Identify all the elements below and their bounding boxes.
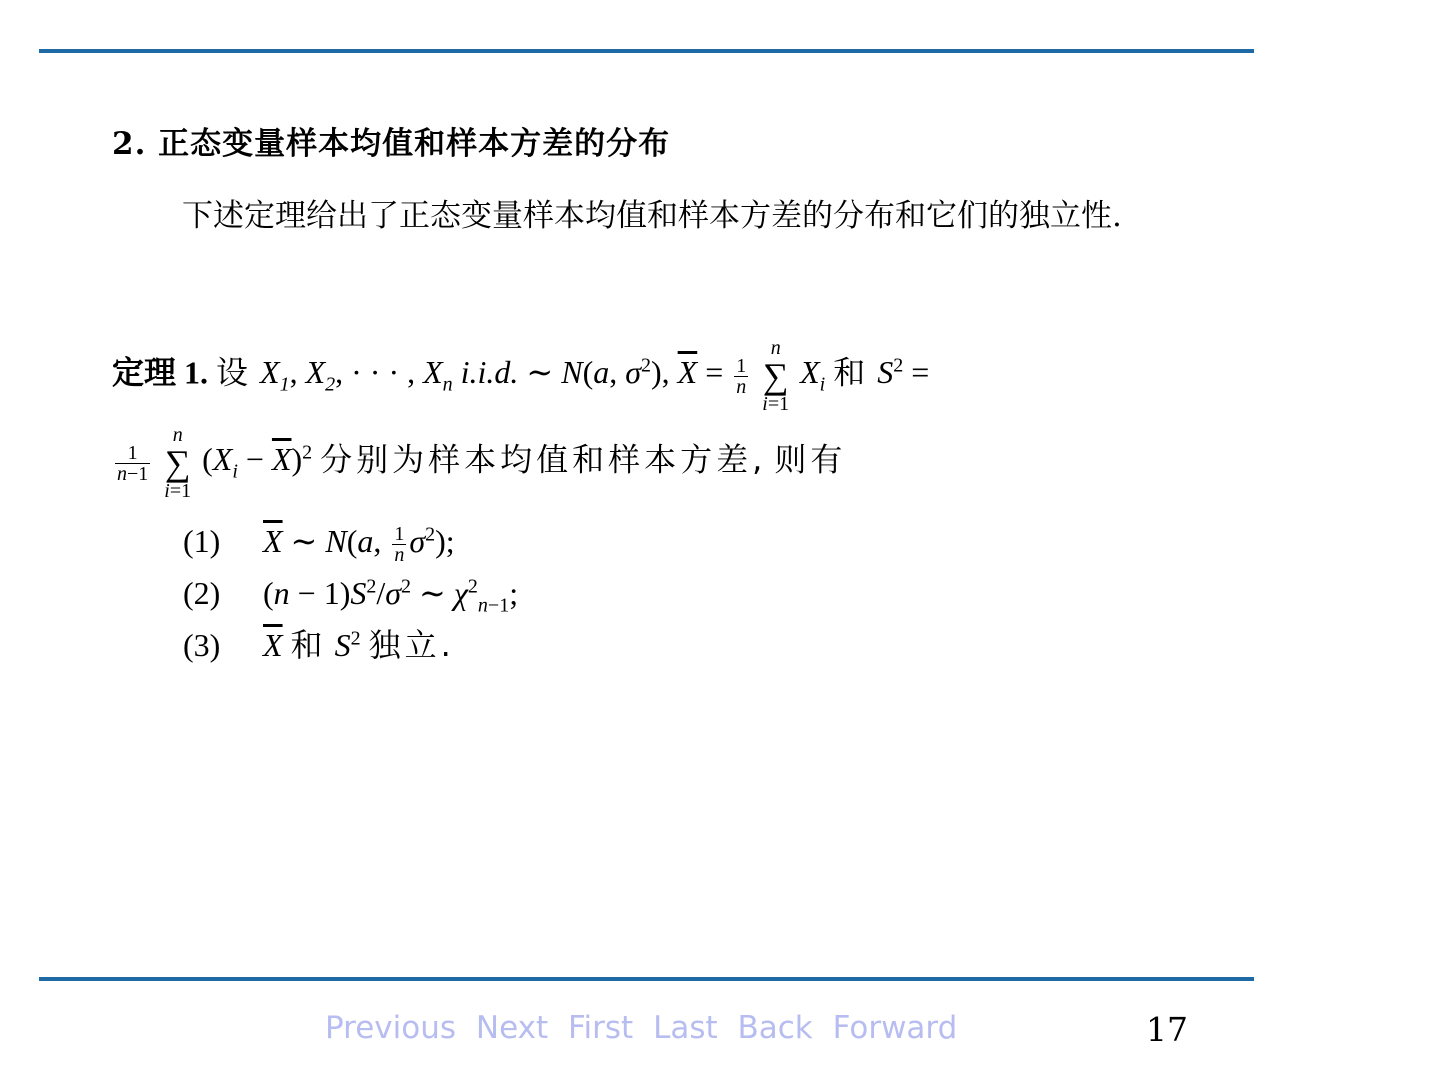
nav-next-link[interactable]: Next [475,1010,549,1046]
sum-symbol-2: n ∑ i=1 [164,424,192,502]
theorem-she: 设 [216,353,253,392]
nav-first-link[interactable]: First [567,1010,634,1046]
theorem-line-1 [112,338,929,414]
theorem-item-2 [183,560,519,617]
formula-s2: $S^2$ = [877,354,930,391]
theorem-number: 1. [184,354,209,391]
nav-previous-link[interactable]: Previous [325,1010,457,1046]
item-label: (1) [183,522,221,559]
theorem-items [183,508,518,664]
nav-forward-link[interactable]: Forward [832,1010,958,1046]
theorem-line-2 [112,425,846,501]
section-heading: 正态变量样本均值和样本方差的分布 [158,126,671,162]
theorem-fenbie: 分别为样本均值和样本方差, [320,440,767,479]
nav-last-link[interactable]: Last [653,1010,718,1046]
formula-variance: $(X_i - \overline{X})^2$ [202,441,313,483]
formula-sample: $X_1$, $X_2$, · · · , $X_n$ i.i.d. ∼ N(a, $\sigma^2$), $\overline{X}$ = [260,354,724,396]
item-label: (3) [183,626,221,663]
theorem-zeyou: 则有 [774,440,847,479]
formula-xi: $X_i$ [800,354,826,396]
intro-paragraph: 下述定理给出了正态变量样本均值和样本方差的分布和它们的独立性. [182,198,1122,234]
nav-back-link[interactable]: Back [737,1010,813,1046]
top-rule [39,49,1254,53]
item-label: (2) [183,574,221,611]
formula-item-3: $\overline{X}$ 和 $S^2$ 独立. [263,625,455,664]
section-title [112,118,670,163]
bottom-rule [39,977,1254,981]
formula-item-2: $(n - 1)S^2/\sigma^2$ ∼ $\chi^2_{n-1}$; [263,574,519,617]
page-number: 17 [1146,1010,1188,1049]
nav-bar [325,1010,967,1046]
theorem-item-3 [183,612,518,664]
sum-symbol: n ∑ i=1 [762,337,790,415]
theorem-he: 和 [833,353,870,392]
section-number: 2. [112,126,147,162]
frac-1-over-n: $\frac{1}{n}$ [736,354,747,398]
theorem-item-1 [183,508,518,566]
frac-1-over-n-minus-1: $\frac{1}{n-1}$ [117,441,149,485]
theorem-label: 定理 [112,353,177,392]
formula-item-1: $\overline{X}$ ∼ N(a, $\frac{1}{n}$ $\sigma^2$); [263,522,455,566]
